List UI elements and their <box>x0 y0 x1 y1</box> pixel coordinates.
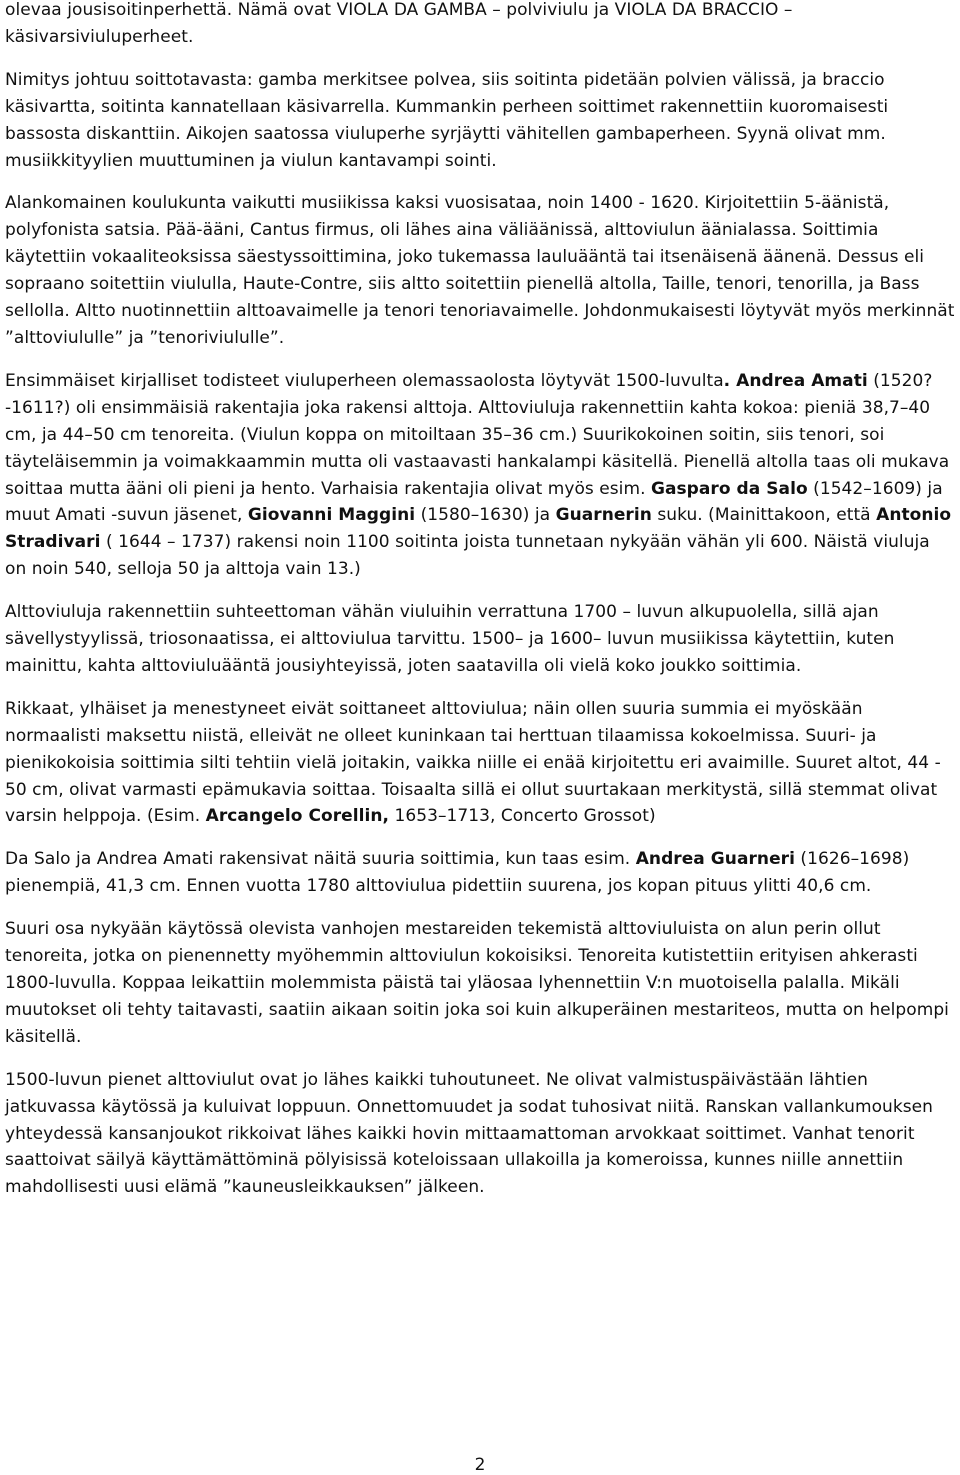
text-run: 1653–1713, Concerto Grossot) <box>389 806 656 827</box>
paragraph <box>5 368 955 583</box>
bold-text-run: Antonio Stradivari <box>5 505 952 553</box>
text-run: Ensimmäiset kirjalliset todisteet viuluperheen olemassaolosta löytyvät 1500-luvulta <box>5 370 724 391</box>
bold-text-run: . Andrea Amati <box>723 370 868 391</box>
text-run: (1542–1609) ja muut Amati -suvun jäsenet, <box>5 478 943 526</box>
paragraph <box>5 190 955 351</box>
paragraph <box>5 0 955 51</box>
paragraph <box>5 1067 955 1202</box>
text-run: Alankomainen koulukunta vaikutti musiikissa kaksi vuosisataa, noin 1400 - 1620. Kirjoitettiin 5-äänistä, polyfonista satsia. Pää-ääni, Cantus firmus, oli lähes aina väliäänissä, alttoviulun äänialassa. Soittimia käytettiin vokaaliteoksissa säestyssoittimina, joko tukemassa lauluääntä tai itsenäisenä äänenä. Dessus eli sopraano soitettiin viululla, Haute-Contre, siis altto soitettiin pienellä altolla, Taille, tenori, tenorilla, ja Bass sellolla. Altto nuotinnettiin alttoavaimelle ja tenori tenoriavaimelle. Johdonmukaisesti löytyvät myös merkinnät ”alttoviululle” ja ”tenoriviululle”. <box>5 193 955 348</box>
text-run: Rikkaat, ylhäiset ja menestyneet eivät soittaneet alttoviulua; näin ollen suuria summia ei myöskään normaalisti maksettu niistä, elleivät ne olleet kuninkaan tai herttuan tilaamissa kokoelmissa. Suuri- ja pienikokoisia soittimia silti tehtiin vielä joitakin, vaikka niille ei enää kirjoitettu eri avaimille. Suuret altot, 44 - 50 cm, olivat varmasti epämukavia soittaa. Toisaalta sillä ei ollut suurtakaan merkitystä, sillä stemmat olivat varsin helppoja. (Esim. <box>5 698 941 827</box>
paragraph <box>5 916 955 1051</box>
paragraph <box>5 599 955 680</box>
paragraph <box>5 696 955 831</box>
text-run: suku. (Mainittakoon, että <box>651 505 877 526</box>
text-run: Suuri osa nykyään käytössä olevista vanhojen mestareiden tekemistä alttoviuluista on alun perin ollut tenoreita, jotka on pienennetty myöhemmin alttoviulun kokoisiksi. Tenoreita kutistettiin erityisen ahkerasti 1800-luvulla. Koppaa leikattiin molemmista päistä tai yläosaa lyhennettiin V:n muotoisella palalla. Mikäli muutokset oli tehty taitavasti, saatiin aikaan soitin joka soi kuin alkuperäinen mestariteos, mutta on helpompi käsitellä. <box>5 919 949 1047</box>
text-run: (1626–1698) pienempiä, 41,3 cm. Ennen vuotta 1780 alttoviulua pidettiin suurena, jos kopan pituus ylitti 40,6 cm. <box>5 849 910 897</box>
text-run: olevaa jousisoitinperhettä. Nämä ovat VIOLA DA GAMBA – polviviulu ja VIOLA DA BRACCIO – käsivarsiviuluperheet. <box>5 0 793 47</box>
bold-text-run: Andrea Guarneri <box>635 849 795 870</box>
paragraph <box>5 846 955 900</box>
bold-text-run: Guarnerin <box>555 505 652 526</box>
bold-text-run: Arcangelo Corellin, <box>205 806 390 827</box>
document-body <box>5 0 955 1201</box>
text-run: (1580–1630) ja <box>415 505 556 526</box>
text-run: Da Salo ja Andrea Amati rakensivat näitä suuria soittimia, kun taas esim. <box>5 849 636 870</box>
bold-text-run: Giovanni Maggini <box>247 505 416 526</box>
text-run: 1500-luvun pienet alttoviulut ovat jo lähes kaikki tuhoutuneet. Ne olivat valmistuspäivästään lähtien jatkuvassa käytössä ja kuluivat loppuun. Onnettomuudet ja sodat tuhosivat niitä. Ranskan vallankumouksen yhteydessä kansanjoukot rikkoivat lähes kaikki hovin mittaamattoman arvokkaat soittimet. Vanhat tenorit saattoivat säilyä käyttämättöminä pölyisissä koteloissaan ullakoilla ja komeroissa, kunnes niille annettiin mahdollisesti uusi elämä ”kauneusleikkauksen” jälkeen. <box>5 1069 933 1198</box>
document-page <box>5 0 955 1217</box>
page-number: 2 <box>474 1455 486 1475</box>
paragraph <box>5 67 955 175</box>
text-run: Nimitys johtuu soittotavasta: gamba merkitsee polvea, siis soitinta pidetään polvien välissä, ja braccio käsivartta, soitinta kannatellaan käsivarrella. Kummankin perheen soittimet rakennettiin kuoromaisesti bassosta diskanttiin. Aikojen saatossa viuluperhe syrjäytti vähitellen gambaperheen. Syynä olivat mm. musiikkityylien muuttuminen ja viulun kantavampi sointi. <box>5 69 889 171</box>
text-run: Alttoviuluja rakennettiin suhteettoman vähän viuluihin verrattuna 1700 – luvun alkupuolella, sillä ajan sävellystyylissä, triosonaatissa, ei alttoviulua tarvittu. 1500– ja 1600– luvun musiikissa käytettiin, kuten mainittu, kahta alttoviuluääntä jousiyhteyissä, joten saatavilla oli vielä koko joukko soittimia. <box>5 602 895 676</box>
text-run: ( 1644 – 1737) rakensi noin 1100 soitinta joista tunnetaan nykyään vähän yli 600. Näistä viuluja on noin 540, selloja 50 ja alttoja vain 13.) <box>5 532 930 580</box>
text-run: (1520?-1611?) oli ensimmäisiä rakentajia joka rakensi alttoja. Alttoviuluja rakennettiin kahta kokoa: pieniä 38,7–40 cm, ja 44–50 cm tenoreita. (Viulun koppa on mitoiltaan 35–36 cm.) Suurikokoinen soitin, siis tenori, soi täyteläisemmin ja voimakkaammin mutta oli vastaavasti hankalampi käsitellä. Pienellä altolla taas oli mukava soittaa mutta ääni oli pieni ja hento. Varhaisia rakentajia olivat myös esim. <box>5 370 950 499</box>
bold-text-run: Gasparo da Salo <box>650 478 808 499</box>
